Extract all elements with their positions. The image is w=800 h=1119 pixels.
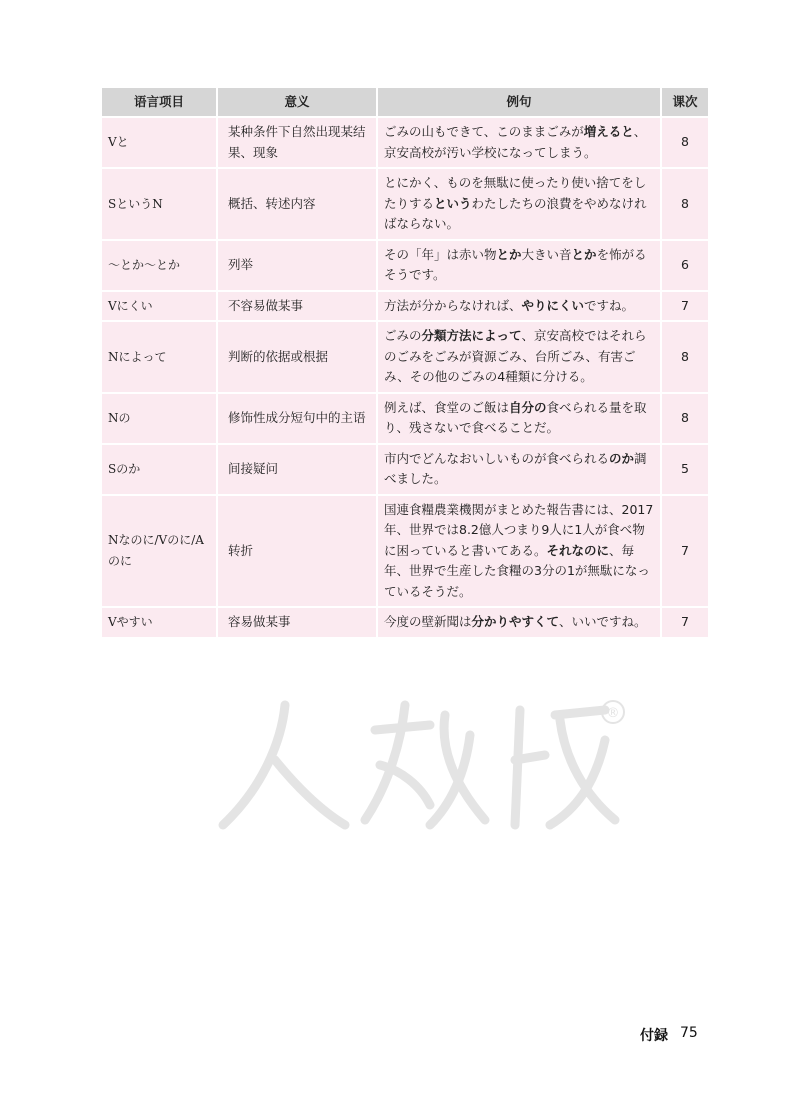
example-sentence — [378, 290, 662, 321]
table-row — [102, 290, 708, 321]
lesson-number: 8 — [662, 392, 708, 443]
example-text: 、京安高校ではそれらのごみをごみが資源ごみ、台所ごみ、有害ごみ、その他のごみの4種類に分ける。 — [384, 328, 647, 384]
example-text: 例えば、食堂のご飯は — [384, 399, 510, 415]
meaning-cell: 列举 — [218, 239, 378, 290]
example-highlight: 自分の — [509, 399, 547, 415]
lesson-number: 5 — [662, 443, 708, 494]
grammar-item: Vと — [102, 116, 218, 167]
grammar-item: Sのか — [102, 443, 218, 494]
meaning-cell: 转折 — [218, 494, 378, 607]
example-text: 国連食糧農業機関がまとめた報告書には、2017年、世界では8.2億人つまり9人に1人が食べ物に困っていると書いてある。 — [384, 501, 654, 558]
example-text: ごみの山もできて、このままごみが — [384, 124, 584, 139]
meaning-cell: 不容易做某事 — [218, 290, 378, 321]
grammar-item: Nによって — [102, 320, 218, 392]
table-row — [102, 443, 708, 494]
example-text: を怖がるそうです。 — [384, 246, 647, 282]
example-text: 今度の壁新聞は — [384, 614, 472, 629]
example-text: とにかく、ものを無駄に使ったり使い捨てをしたりする — [384, 175, 647, 211]
meaning-cell: 某种条件下自然出现某结果、现象 — [218, 116, 378, 167]
meaning-cell: 概括、转述内容 — [218, 167, 378, 239]
meaning-cell: 判断的依据或根据 — [218, 320, 378, 392]
example-sentence — [378, 239, 662, 290]
example-highlight: という — [434, 195, 472, 211]
example-text: 方法が分からなければ、 — [384, 297, 522, 313]
example-text: 、いいですね。 — [559, 614, 647, 629]
lesson-number: 8 — [662, 167, 708, 239]
table-header-row — [102, 88, 708, 116]
example-highlight: のか — [609, 450, 635, 466]
example-sentence — [378, 606, 662, 637]
example-highlight: やりにくい — [521, 297, 585, 313]
example-highlight: 分類方法によって — [421, 328, 522, 343]
example-text: 食べられる量を取り、残さないで食べることだ。 — [384, 399, 647, 435]
lesson-number: 7 — [662, 606, 708, 637]
example-highlight: 分かりやすくて — [471, 614, 560, 629]
page-number: 75 — [680, 1025, 698, 1041]
grammar-item: Nなのに/Vのに/Aのに — [102, 494, 218, 607]
example-sentence — [378, 392, 662, 443]
table-row — [102, 116, 708, 167]
example-text: わたしたちの浪費をやめなければならない。 — [384, 195, 647, 231]
grammar-item: Vやすい — [102, 606, 218, 637]
example-highlight: とか — [571, 246, 597, 262]
header-meaning: 意义 — [218, 88, 378, 116]
lesson-number: 8 — [662, 320, 708, 392]
example-text: ごみの — [384, 328, 422, 343]
header-example: 例句 — [378, 88, 662, 116]
example-sentence — [378, 320, 662, 392]
example-text: ですね。 — [584, 297, 635, 313]
table-row — [102, 606, 708, 637]
lesson-number: 7 — [662, 290, 708, 321]
footer-label: 付録 — [640, 1028, 668, 1044]
example-sentence — [378, 167, 662, 239]
lesson-number: 7 — [662, 494, 708, 607]
example-highlight: とか — [496, 246, 522, 262]
example-highlight: 増えると — [583, 124, 634, 139]
meaning-cell: 间接疑问 — [218, 443, 378, 494]
table-body — [102, 116, 708, 637]
header-item: 语言项目 — [102, 88, 218, 116]
table-row — [102, 494, 708, 607]
example-sentence — [378, 116, 662, 167]
table-row — [102, 239, 708, 290]
meaning-cell: 容易做某事 — [218, 606, 378, 637]
lesson-number: 6 — [662, 239, 708, 290]
example-text: 、毎年、世界で生産した食糧の3分の1が無駄になっているそうだ。 — [384, 542, 650, 599]
example-text: 、京安高校が汚い学校になってしまう。 — [384, 124, 647, 160]
grammar-item: SというN — [102, 167, 218, 239]
grammar-item: ～とか～とか — [102, 239, 218, 290]
example-highlight: それなのに — [546, 542, 610, 558]
grammar-item: Vにくい — [102, 290, 218, 321]
example-text: 市内でどんなおいしいものが食べられる — [384, 450, 610, 466]
grammar-item: Nの — [102, 392, 218, 443]
example-text: 調べました。 — [384, 450, 647, 486]
lesson-number: 8 — [662, 116, 708, 167]
registered-mark: ® — [606, 706, 620, 721]
meaning-cell: 修饰性成分短句中的主语 — [218, 392, 378, 443]
example-sentence — [378, 443, 662, 494]
example-sentence — [378, 494, 662, 607]
example-text: 大きい音 — [521, 246, 572, 262]
grammar-table — [102, 88, 708, 637]
watermark-logo — [215, 690, 635, 840]
table-row — [102, 392, 708, 443]
example-text: その「年」は赤い物 — [384, 246, 497, 262]
table-row — [102, 167, 708, 239]
table-row — [102, 320, 708, 392]
header-lesson: 课次 — [662, 88, 708, 116]
